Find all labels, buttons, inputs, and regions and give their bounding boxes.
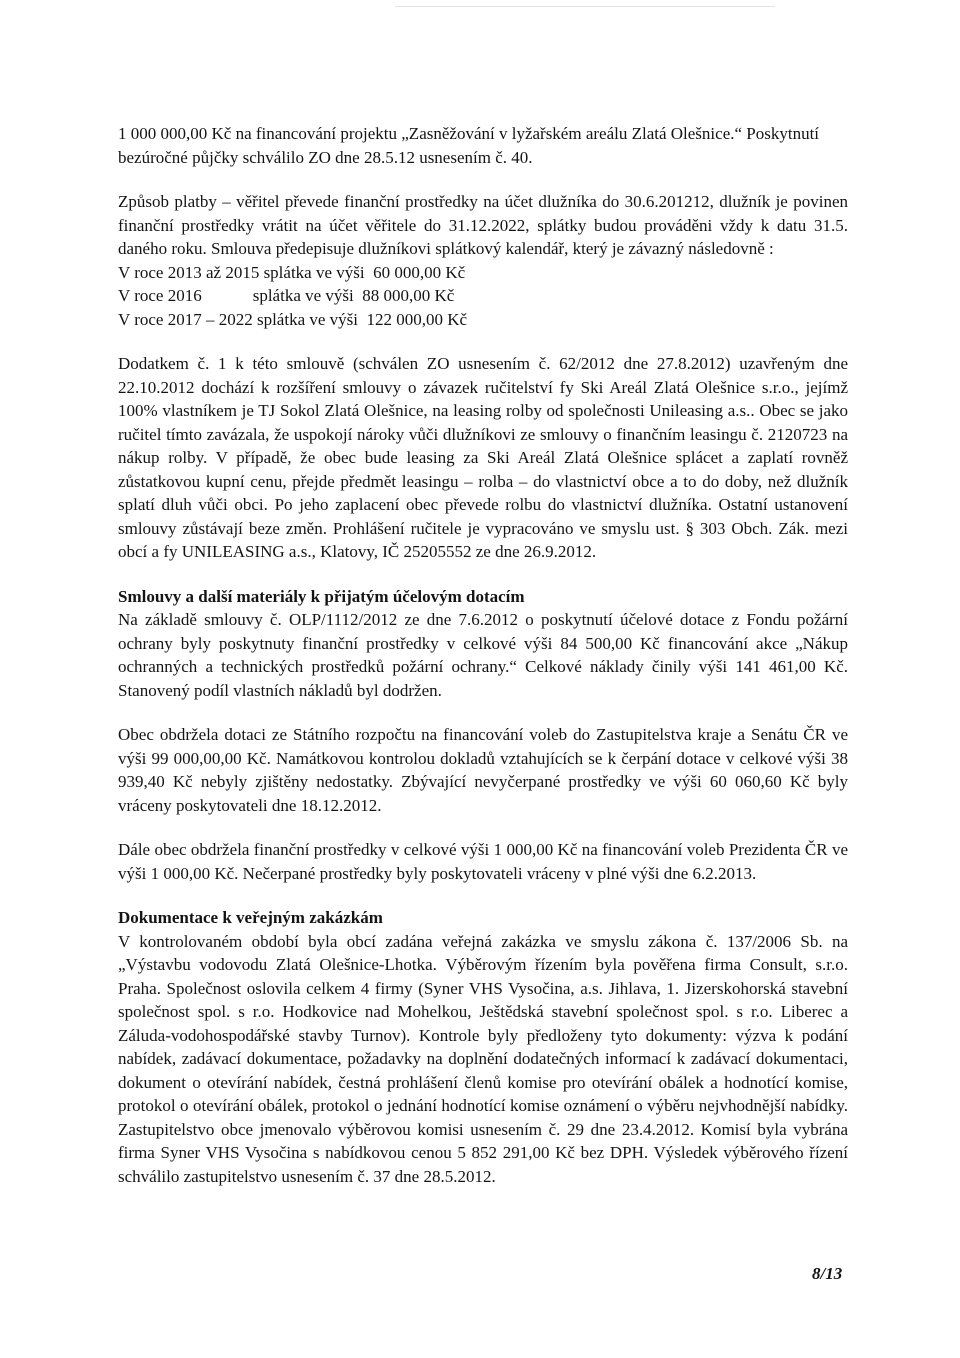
paragraph-loan-project: 1 000 000,00 Kč na financování projektu „Zasněžování v lyžařském areálu Zlatá Olešnice.“ Poskytnutí bezúročné půjčky schválilo ZO dne 28.5.12 usnesením č. 40. <box>118 124 820 167</box>
paragraph-payment-method: Způsob platby – věřitel převede finanční prostředky na účet dlužníka do 30.6.201212, dlužník je povinen finanční prostředky vrátit na účet věřitele do 31.12.2022, splátky budou prováděni vždy k datu 31.5. daného roku. Smlouva předepisuje dlužníkovi splátkový kalendář, který je závazný následovně : <box>118 192 848 258</box>
paragraph-president-election: Dále obec obdržela finanční prostředky v celkové výši 1 000,00 Kč na financování voleb Prezidenta ČR ve výši 1 000,00 Kč. Nečerpané prostředky byly poskytovateli vráceny v plné výši dne 6.2.2013. <box>118 840 848 883</box>
paragraph-fire-grant: Na základě smlouvy č. OLP/1112/2012 ze dne 7.6.2012 o poskytnutí účelové dotace z Fondu požární ochrany byly poskytnuty finanční prostředky v celkové výši 84 500,00 Kč financování akce „Nákup ochranných a technických prostředků požární ochrany.“ Celkové náklady činily výši 141 461,00 Kč. Stanovený podíl vlastních nákladů byl dodržen. <box>118 610 848 700</box>
paragraph-election-grant: Obec obdržela dotaci ze Státního rozpočtu na financování voleb do Zastupitelstva kraje a Senátu ČR ve výši 99 000,00,00 Kč. Namátkovou kontrolou dokladů vztahujících se k čerpání dotace v celkové výši 38 939,40 Kč nebyly zjištěny nedostatky. Zbývající nevyčerpané prostředky ve výši 60 060,60 Kč byly vráceny poskytovateli dne 18.12.2012. <box>118 725 848 815</box>
document-body <box>118 122 848 1209</box>
paragraph-amendment: Dodatkem č. 1 k této smlouvě (schválen ZO usnesením č. 62/2012 dne 27.8.2012) uzavřeným dne 22.10.2012 dochází k rozšíření smlouvy o závazek ručitelství fy Ski Areál Zlatá Olešnice s.r.o., jejímž 100% vlastníkem je TJ Sokol Zlatá Olešnice, na leasing rolby od společnosti Unileasing a.s.. Obec se jako ručitel tímto zavázala, že uspokojí nároky vůči dlužníkovi ze smlouvy o finančním leasingu č. 2120723 na nákup rolby. V případě, že obec bude leasing za Ski Areál Zlatá Olešnice splácet a zaplatí rovněž zůstatkovou kupní cenu, přejde předmět leasingu – rolba – do vlastnictví obce a to do doby, než dlužník splatí dluh vůči obci. Po jeho zaplacení obec převede rolbu do vlastnictví dlužníka. Ostatní ustanovení smlouvy zůstávají beze změn. Prohlášení ručitele je vypracováno ve smyslu ust. § 303 Obch. Zák. mezi obcí a fy UNILEASING a.s., Klatovy, IČ 25205552 ze dne 26.9.2012. <box>118 354 848 561</box>
schedule-row: V roce 2016 splátka ve výši 88 000,00 Kč <box>118 286 455 305</box>
section-heading-public-contracts: Dokumentace k veřejným zakázkám <box>118 908 383 927</box>
schedule-row: V roce 2017 – 2022 splátka ve výši 122 000,00 Kč <box>118 309 468 329</box>
scan-edge-line <box>395 6 775 7</box>
page-number: 8/13 <box>812 1264 843 1283</box>
section-heading-grants: Smlouvy a další materiály k přijatým účelovým dotacím <box>118 586 525 606</box>
repayment-schedule <box>118 261 848 332</box>
schedule-row: V roce 2013 až 2015 splátka ve výši 60 000,00 Kč <box>118 262 466 282</box>
paragraph-public-contract: V kontrolovaném období byla obcí zadána veřejná zakázka ve smyslu zákona č. 137/2006 Sb. na „Výstavbu vodovodu Zlatá Olešnice-Lhotka. Výběrovým řízením byla pověřena firma Consult, s.r.o. Praha. Společnost oslovila celkem 4 firmy (Syner VHS Vysočina, a.s. Jihlava, 1. Jizerskohorská stavební společnost spol. s r.o. Hodkovice nad Mohelkou, Ještědská stavební společnost spol. s r.o. Liberec a Záluda-vodohospodářské stavby Turnov). Kontrole byly předloženy tyto dokumenty: výzva k podání nabídek, zadávací dokumentace, požadavky na doplnění dodatečných informací k zadávací dokumentaci, dokument o otevírání nabídek, čestná prohlášení členů komise pro otevírání obálek a hodnotící komise, protokol o otevírání obálek, protokol o jednání hodnotící komise oznámení o výběru nejvhodnější nabídky. Zastupitelstvo obce jmenovalo výběrovou komisi usnesením č. 29 dne 23.4.2012. Komisí byla vybrána firma Syner VHS Vysočina s nabídkovou cenou 5 852 291,00 Kč bez DPH. Výsledek výběrového řízení schválilo zastupitelstvo usnesením č. 37 dne 28.5.2012. <box>118 931 848 1186</box>
